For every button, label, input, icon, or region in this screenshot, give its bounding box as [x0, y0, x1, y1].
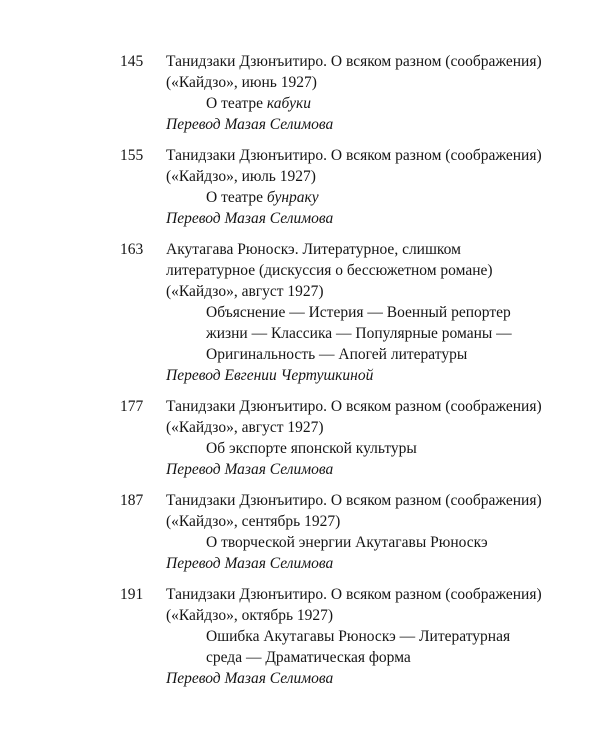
entry-topic-cont: жизни — Классика — Популярные романы — [206, 325, 512, 342]
entry-title: Танидзаки Дзюнъитиро. О всяком разном (соображения) [166, 586, 542, 603]
entry-source: («Кайдзо», август 1927) [166, 283, 324, 300]
entry-source: («Кайдзо», август 1927) [166, 419, 324, 436]
entry-translator: Перевод Мазая Селимова [166, 670, 334, 687]
entry-source: («Кайдзо», июнь 1927) [166, 74, 317, 91]
entry-title: Танидзаки Дзюнъитиро. О всяком разном (соображения) [166, 398, 542, 415]
entry-topic: О творческой энергии Акутагавы Рюноскэ [206, 534, 488, 551]
entry-title-cont: литературное (дискуссия о бессюжетном романе) [166, 262, 493, 279]
entry-title: Танидзаки Дзюнъитиро. О всяком разном (соображения) [166, 53, 542, 70]
entry-translator: Перевод Мазая Селимова [166, 116, 334, 133]
entry-source: («Кайдзо», октябрь 1927) [166, 607, 334, 624]
entry-topic-emphasis: бунраку [266, 189, 319, 206]
entry-topic-prefix: О театре [206, 95, 267, 112]
entry-source: («Кайдзо», сентябрь 1927) [166, 513, 341, 530]
entry-translator: Перевод Мазая Селимова [166, 210, 334, 227]
entry-title: Танидзаки Дзюнъитиро. О всяком разном (соображения) [166, 147, 542, 164]
entry-title: Акутагава Рюноскэ. Литературное, слишком [166, 241, 461, 258]
entry-title: Танидзаки Дзюнъитиро. О всяком разном (соображения) [166, 492, 542, 509]
entry-source: («Кайдзо», июль 1927) [166, 168, 316, 185]
entry-topic-prefix: О театре [206, 189, 267, 206]
entry-topic [206, 187, 319, 208]
page-number: 187 [120, 492, 144, 509]
page-number: 155 [120, 147, 144, 164]
page-number: 163 [120, 241, 144, 258]
entry-translator: Перевод Мазая Селимова [166, 461, 334, 478]
entry-topic-cont: Оригинальность — Апогей литературы [206, 346, 468, 363]
entry-translator: Перевод Мазая Селимова [166, 555, 334, 572]
entry-topic [206, 93, 311, 114]
entry-topic: Объяснение — Истерия — Военный репортер [206, 304, 511, 321]
entry-topic: Об экспорте японской культуры [206, 440, 417, 457]
page-number: 177 [120, 398, 144, 415]
page-number: 145 [120, 53, 144, 70]
entry-topic-cont: среда — Драматическая форма [206, 649, 411, 666]
entry-topic-emphasis: кабуки [266, 95, 311, 112]
page-number: 191 [120, 586, 144, 603]
entry-topic: Ошибка Акутагавы Рюноскэ — Литературная [206, 628, 511, 645]
entry-translator: Перевод Евгении Чертушкиной [166, 367, 374, 384]
